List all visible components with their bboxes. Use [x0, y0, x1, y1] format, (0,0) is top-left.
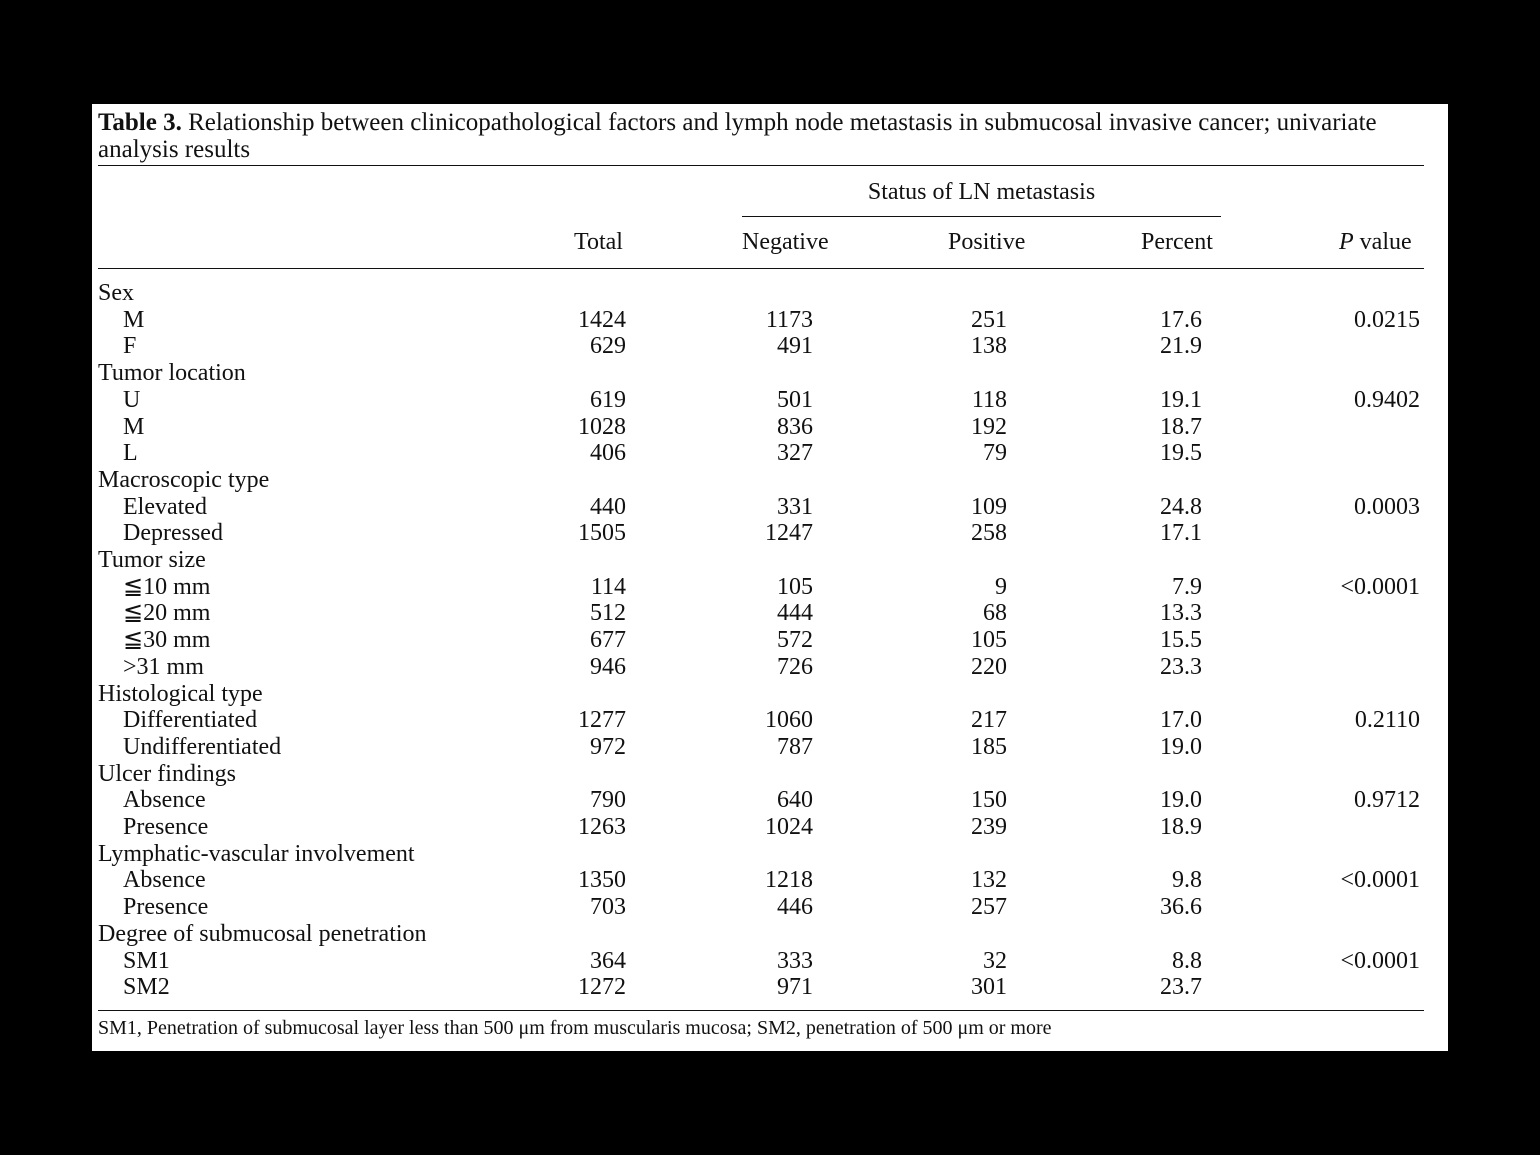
- cell-negative: 1173: [765, 306, 813, 333]
- cell-positive: 109: [971, 493, 1007, 520]
- cell-negative: 787: [777, 733, 813, 760]
- header-percent: Percent: [1141, 229, 1213, 255]
- table-row: [92, 787, 1448, 814]
- cell-percent: 23.7: [1160, 974, 1202, 1001]
- group-label: Tumor size: [98, 547, 206, 573]
- header-p-value: [1339, 229, 1412, 256]
- group-label: Degree of submucosal penetration: [98, 920, 427, 947]
- cell-p-value: 0.0003: [1354, 493, 1420, 520]
- cell-negative: 1218: [765, 867, 813, 894]
- table-row: [92, 307, 1448, 334]
- cell-percent: 19.5: [1160, 440, 1202, 467]
- table-row: [92, 440, 1448, 467]
- group-row: [92, 841, 1448, 868]
- table-label: Table 3.: [98, 109, 182, 136]
- table-row: [92, 494, 1448, 521]
- table-row: [92, 867, 1448, 894]
- table-row: [92, 974, 1448, 1001]
- cell-percent: 24.8: [1160, 493, 1202, 520]
- header-total: Total: [574, 229, 623, 255]
- row-label: >31 mm: [123, 653, 204, 680]
- table-row: [92, 333, 1448, 360]
- cell-negative: 836: [777, 413, 813, 440]
- cell-total: 364: [590, 947, 626, 974]
- row-label: SM1: [123, 947, 170, 974]
- cell-percent: 18.9: [1160, 814, 1202, 840]
- row-label: Differentiated: [123, 707, 258, 734]
- cell-positive: 251: [971, 306, 1007, 333]
- table-row: [92, 814, 1448, 841]
- group-row: [92, 761, 1448, 788]
- bottom-rule: [98, 1010, 1424, 1011]
- cell-percent: 17.6: [1160, 306, 1202, 333]
- cell-total: 1028: [578, 413, 626, 440]
- cell-total: 790: [590, 787, 626, 814]
- cell-negative: 331: [777, 493, 813, 520]
- cell-positive: 301: [971, 974, 1007, 1001]
- group-label: Tumor location: [98, 360, 246, 387]
- cell-positive: 192: [971, 413, 1007, 440]
- cell-positive: 118: [971, 386, 1007, 413]
- row-label: SM2: [123, 974, 170, 1001]
- cell-total: 619: [590, 386, 626, 413]
- cell-total: 1263: [578, 814, 626, 840]
- cell-percent: 21.9: [1160, 333, 1202, 360]
- cell-positive: 132: [971, 867, 1007, 894]
- group-label: Sex: [98, 280, 134, 306]
- group-row: [92, 467, 1448, 494]
- cell-total: 440: [590, 493, 626, 520]
- cell-p-value: <0.0001: [1340, 947, 1420, 974]
- cell-total: 1424: [578, 306, 626, 333]
- cell-total: 1350: [578, 867, 626, 894]
- cell-positive: 32: [983, 947, 1007, 974]
- cell-positive: 257: [971, 894, 1007, 921]
- table-row: [92, 574, 1448, 601]
- table-row: [92, 734, 1448, 761]
- table-caption: [98, 109, 1428, 163]
- cell-negative: 726: [777, 653, 813, 680]
- cell-total: 114: [590, 573, 626, 600]
- header-p-rest: value: [1353, 229, 1412, 255]
- cell-positive: 150: [971, 787, 1007, 814]
- cell-positive: 79: [983, 440, 1007, 467]
- cell-positive: 217: [971, 707, 1007, 734]
- row-label: Depressed: [123, 520, 223, 547]
- cell-negative: 572: [777, 627, 813, 654]
- cell-negative: 446: [777, 894, 813, 921]
- cell-negative: 105: [777, 573, 813, 600]
- cell-total: 677: [590, 627, 626, 654]
- cell-percent: 19.0: [1160, 787, 1202, 814]
- row-label: L: [123, 440, 138, 467]
- table-row: [92, 707, 1448, 734]
- cell-positive: 220: [971, 653, 1007, 680]
- row-label: Presence: [123, 814, 209, 840]
- table-row: [92, 387, 1448, 414]
- cell-p-value: 0.2110: [1354, 707, 1420, 734]
- cell-p-value: <0.0001: [1340, 867, 1420, 894]
- group-label: Histological type: [98, 680, 263, 707]
- cell-negative: 501: [777, 386, 813, 413]
- cell-negative: 1247: [765, 520, 813, 547]
- table-caption-text: Relationship between clinicopathological factors and lymph node metastasis in submucosal invasive cancer; univariate analysis results: [98, 109, 1377, 163]
- header-positive: Positive: [948, 229, 1026, 255]
- cell-percent: 17.1: [1160, 520, 1202, 547]
- row-label: M: [123, 413, 145, 440]
- cell-p-value: 0.0215: [1354, 306, 1420, 333]
- group-row: [92, 921, 1448, 948]
- cell-p-value: <0.0001: [1340, 573, 1420, 600]
- table-row: [92, 600, 1448, 627]
- row-label: ≦30 mm: [123, 627, 211, 654]
- group-row: [92, 360, 1448, 387]
- row-label: Elevated: [123, 493, 207, 520]
- cell-positive: 185: [971, 733, 1007, 760]
- group-label: Lymphatic-vascular involvement: [98, 840, 415, 867]
- cell-percent: 17.0: [1160, 707, 1202, 734]
- cell-total: 703: [590, 894, 626, 921]
- row-label: M: [123, 306, 145, 333]
- cell-total: 629: [590, 333, 626, 360]
- row-label: U: [123, 386, 141, 413]
- spanner-header: Status of LN metastasis: [867, 179, 1096, 205]
- cell-percent: 15.5: [1160, 627, 1202, 654]
- cell-negative: 327: [777, 440, 813, 467]
- cell-negative: 1060: [765, 707, 813, 734]
- cell-positive: 239: [971, 814, 1007, 840]
- table-row: [92, 654, 1448, 681]
- group-row: [92, 280, 1448, 307]
- table-row: [92, 948, 1448, 975]
- row-label: ≦10 mm: [123, 573, 211, 600]
- cell-total: 512: [590, 600, 626, 627]
- group-row: [92, 681, 1448, 708]
- cell-percent: 18.7: [1160, 413, 1202, 440]
- cell-percent: 8.8: [1172, 947, 1202, 974]
- table-row: [92, 520, 1448, 547]
- table-row: [92, 414, 1448, 441]
- cell-negative: 640: [777, 787, 813, 814]
- cell-total: 1272: [578, 974, 626, 1001]
- cell-percent: 19.0: [1160, 733, 1202, 760]
- cell-p-value: 0.9712: [1354, 787, 1420, 814]
- cell-percent: 13.3: [1160, 600, 1202, 627]
- cell-positive: 68: [983, 600, 1007, 627]
- row-label: Absence: [123, 787, 206, 814]
- cell-total: 1277: [578, 707, 626, 734]
- row-label: F: [123, 333, 137, 360]
- cell-positive: 9: [995, 573, 1007, 600]
- cell-positive: 258: [971, 520, 1007, 547]
- cell-percent: 7.9: [1172, 573, 1202, 600]
- table-footnote: SM1, Penetration of submucosal layer less than 500 μm from muscularis mucosa; SM2, penetration of 500 μm or more: [98, 1017, 1052, 1039]
- spanner-rule: [742, 216, 1221, 217]
- group-label: Ulcer findings: [98, 760, 236, 787]
- cell-total: 406: [590, 440, 626, 467]
- cell-p-value: 0.9402: [1354, 386, 1420, 413]
- top-rule: [98, 165, 1424, 166]
- cell-negative: 1024: [765, 814, 813, 840]
- header-negative: Negative: [742, 229, 829, 255]
- row-label: Undifferentiated: [123, 733, 282, 760]
- header-p-italic: P: [1339, 229, 1354, 255]
- cell-negative: 444: [777, 600, 813, 627]
- table-row: [92, 627, 1448, 654]
- cell-total: 1505: [578, 520, 626, 547]
- table-row: [92, 894, 1448, 921]
- cell-total: 972: [590, 733, 626, 760]
- cell-percent: 36.6: [1160, 894, 1202, 921]
- cell-total: 946: [590, 653, 626, 680]
- header-rule: [98, 268, 1424, 269]
- cell-percent: 19.1: [1160, 386, 1202, 413]
- group-row: [92, 547, 1448, 574]
- cell-negative: 491: [777, 333, 813, 360]
- cell-positive: 105: [971, 627, 1007, 654]
- group-label: Macroscopic type: [98, 466, 270, 493]
- cell-positive: 138: [971, 333, 1007, 360]
- row-label: Presence: [123, 894, 209, 921]
- table-page: [92, 104, 1448, 1051]
- cell-percent: 23.3: [1160, 653, 1202, 680]
- cell-percent: 9.8: [1172, 867, 1202, 894]
- row-label: ≦20 mm: [123, 600, 211, 627]
- cell-negative: 971: [777, 974, 813, 1001]
- cell-negative: 333: [777, 947, 813, 974]
- row-label: Absence: [123, 867, 206, 894]
